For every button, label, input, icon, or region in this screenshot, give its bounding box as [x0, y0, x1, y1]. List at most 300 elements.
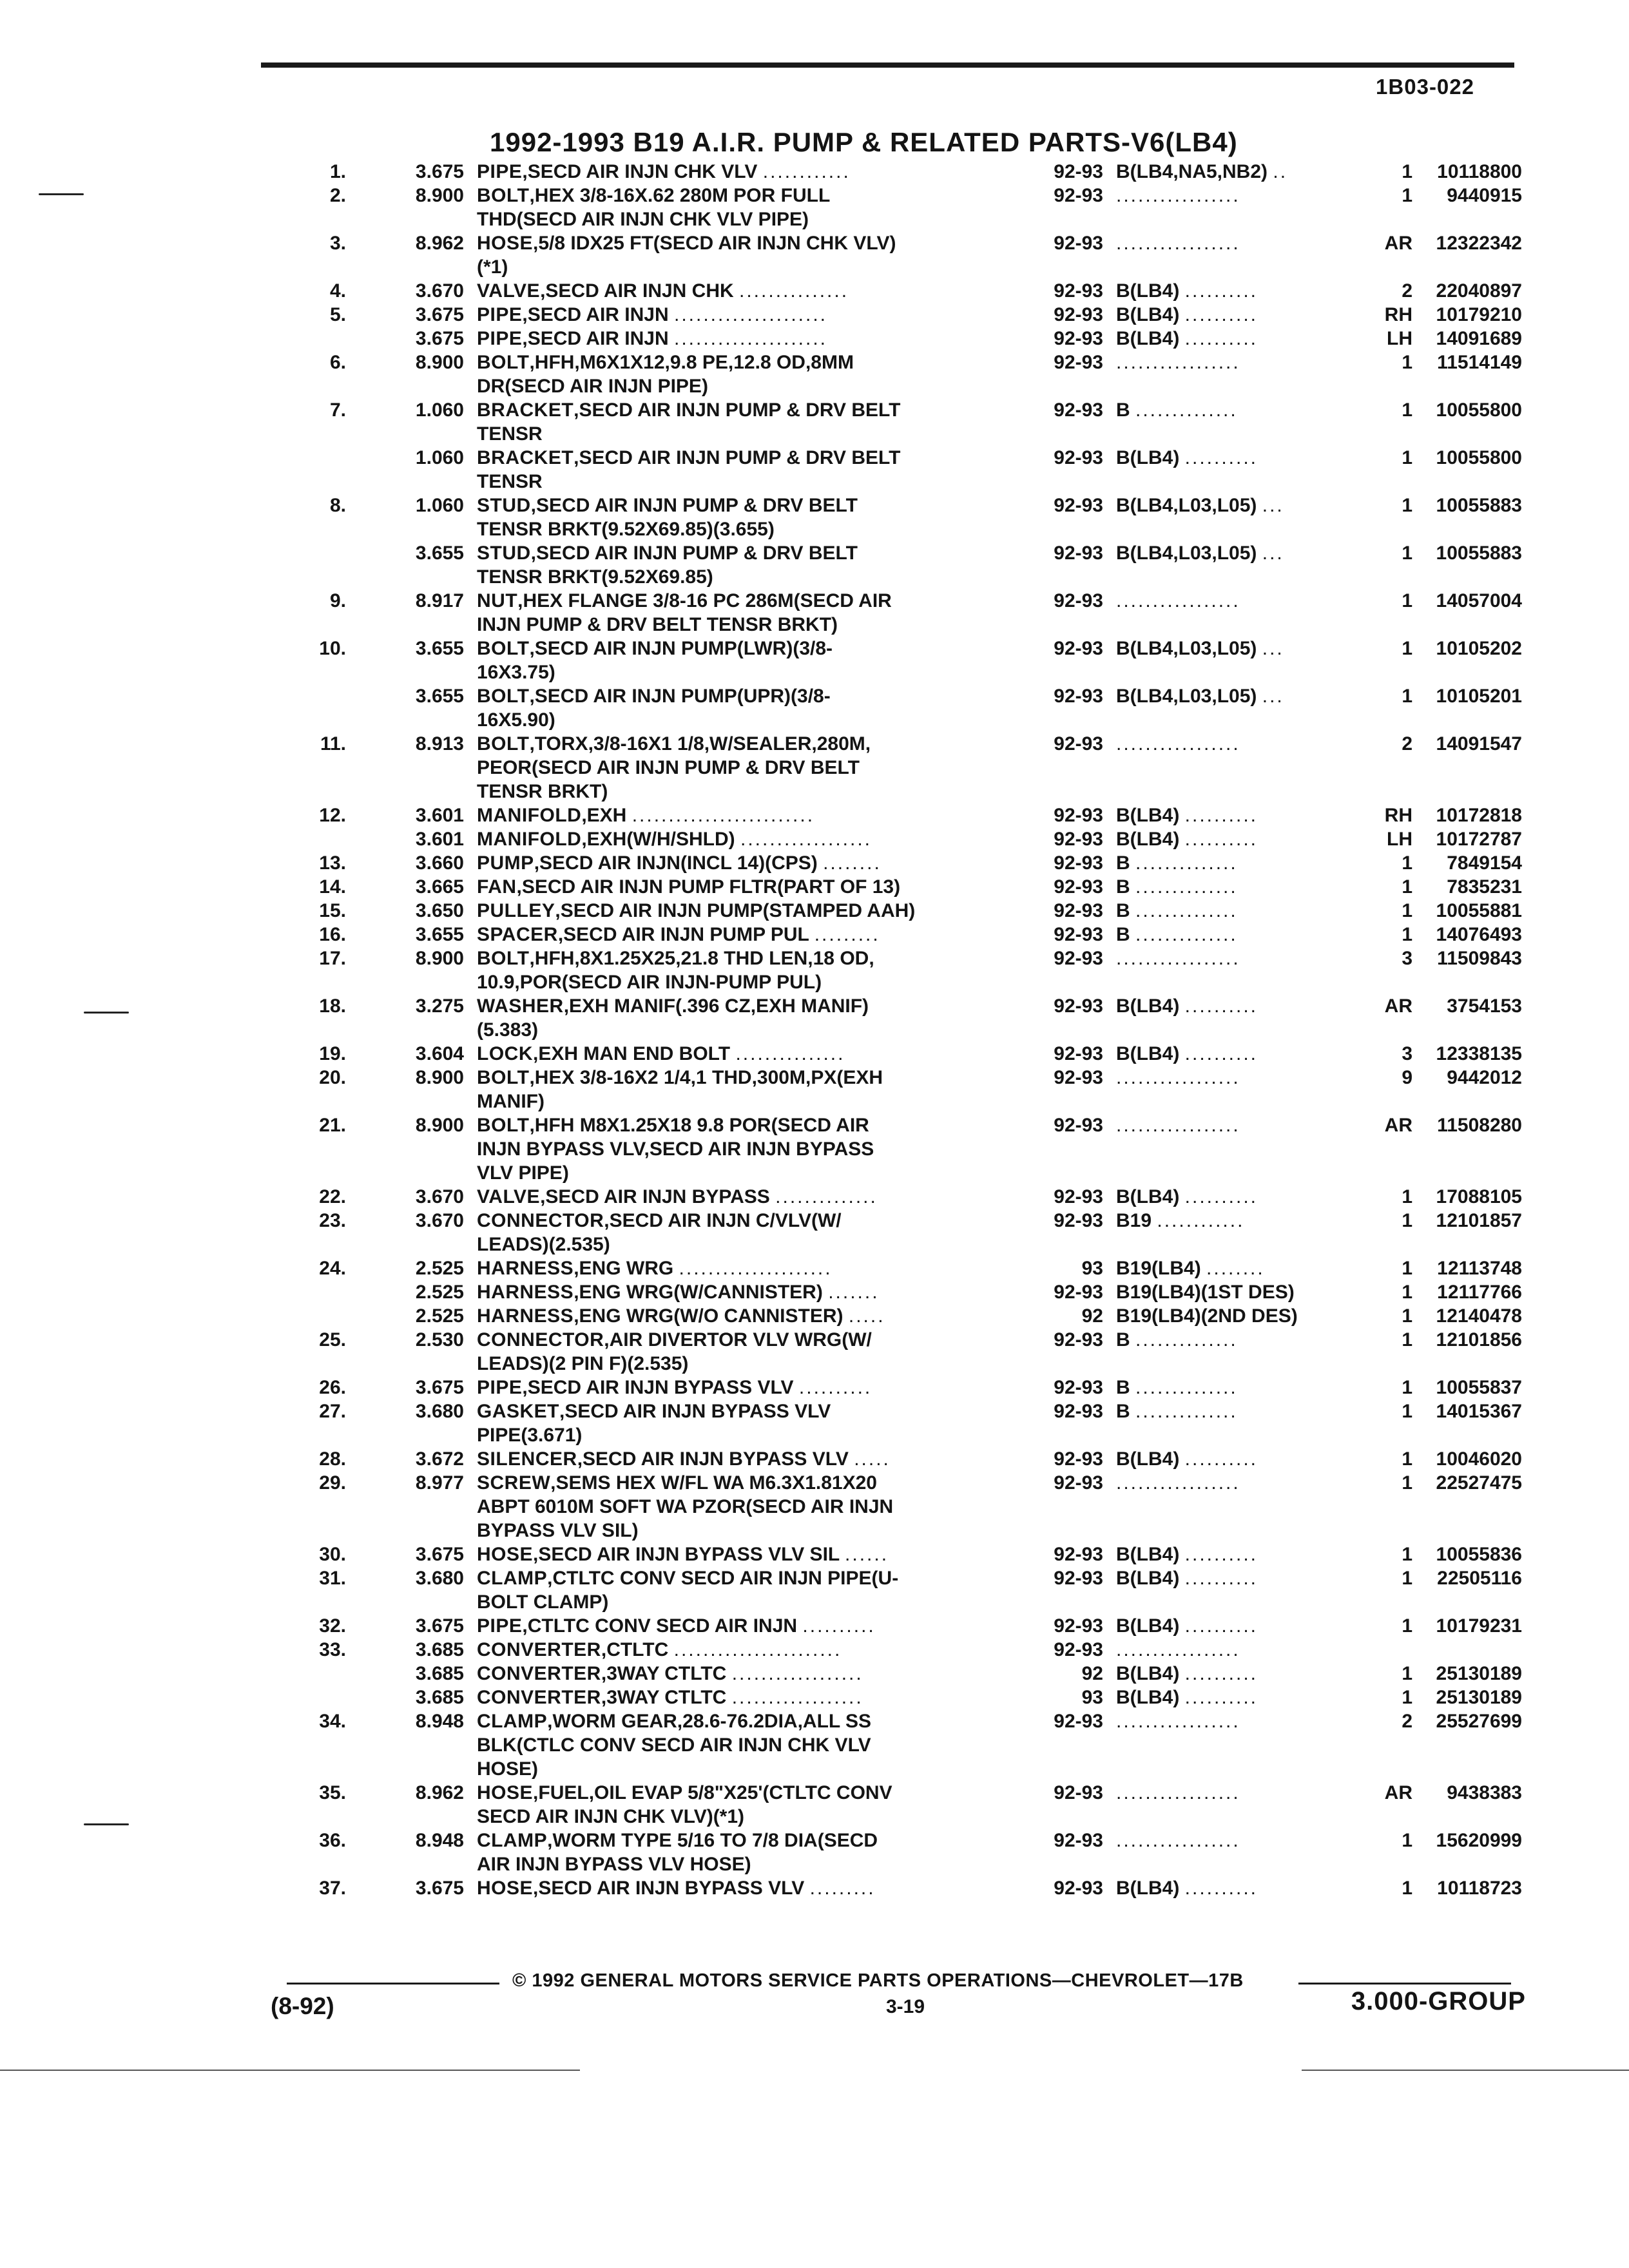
quantity: 1: [1402, 1258, 1412, 1279]
model-years: 92-93: [1054, 328, 1103, 349]
part-number: 9442012: [1447, 1067, 1522, 1088]
model-usage: [1103, 803, 1361, 827]
punch-mark: [84, 1012, 129, 1014]
part-detail: ,EXH MAN END BOLT: [533, 1043, 731, 1064]
page-id: 1B03-022: [1376, 75, 1474, 99]
part-name: HARNESS: [477, 1305, 574, 1327]
punch-mark: [39, 193, 84, 195]
leader-dots: ........: [1206, 1258, 1265, 1279]
part-description: [477, 994, 1019, 1042]
ref-number: 31.: [319, 1568, 346, 1589]
model-years: 92-93: [1054, 1186, 1103, 1207]
part-description: [477, 1781, 1019, 1829]
part-row: [271, 398, 1534, 446]
ref-number: 21.: [319, 1115, 346, 1136]
part-detail: ,HFH M8X1.25X18 9.8 POR(SECD AIR INJN BYPASS VLV,SECD AIR INJN BYPASS VLV PIPE): [477, 1115, 874, 1184]
model-usage: [1103, 875, 1361, 899]
punch-mark: [84, 1823, 129, 1825]
part-row: [271, 1709, 1534, 1781]
leader-dots: ..........: [1184, 1043, 1258, 1064]
part-description: [477, 184, 1019, 231]
quantity: 2: [1402, 733, 1412, 754]
part-detail: ,CTLTC: [601, 1639, 669, 1660]
part-detail: ,HEX 3/8-16X2 1/4,1 THD,300M,PX(EXH MANIF): [477, 1067, 883, 1112]
part-number: 22040897: [1436, 280, 1522, 302]
part-row: [271, 1471, 1534, 1542]
part-row: [271, 827, 1534, 851]
leader-dots: .................: [1116, 1830, 1240, 1851]
model-code: B(LB4): [1116, 1663, 1180, 1684]
part-description: [477, 1042, 1019, 1066]
model-usage: [1103, 398, 1361, 422]
part-name: SILENCER: [477, 1448, 577, 1470]
model-code: B(LB4): [1116, 805, 1180, 826]
leader-dots: ..........: [1184, 1663, 1258, 1684]
quantity: 1: [1402, 1401, 1412, 1422]
catalog-group: 3.685: [415, 1639, 464, 1660]
leader-dots: ..: [1273, 161, 1288, 182]
model-years: 92: [1081, 1663, 1103, 1684]
leader-dots: .....................: [679, 1258, 833, 1279]
catalog-group: 8.948: [415, 1830, 464, 1851]
ref-number: 33.: [319, 1639, 346, 1660]
part-description: [477, 446, 1019, 494]
model-code: B: [1116, 924, 1130, 945]
part-number: 10055883: [1436, 495, 1522, 516]
leader-dots: .................: [1116, 233, 1240, 254]
part-number: 7835231: [1447, 876, 1522, 898]
part-name: CLAMP: [477, 1711, 548, 1732]
part-name: NUT: [477, 590, 518, 611]
ref-number: 19.: [319, 1043, 346, 1064]
catalog-group: 8.900: [415, 185, 464, 206]
model-usage: [1103, 1614, 1361, 1638]
part-description: [477, 398, 1019, 446]
model-code: B(LB4): [1116, 1878, 1180, 1899]
model-years: 92-93: [1054, 185, 1103, 206]
quantity: 1: [1402, 1687, 1412, 1708]
model-usage: [1103, 1829, 1361, 1852]
model-code: B(LB4): [1116, 1687, 1180, 1708]
ref-number: 1.: [329, 161, 346, 182]
part-detail: ,SECD AIR INJN BYPASS VLV PIPE(3.671): [477, 1401, 831, 1446]
part-name: HARNESS: [477, 1282, 574, 1303]
model-years: 92-93: [1054, 1782, 1103, 1803]
part-row: [271, 589, 1534, 637]
part-description: [477, 1447, 1019, 1471]
footer-rule-left: [287, 1983, 499, 1984]
model-code: B(LB4): [1116, 1615, 1180, 1637]
ref-number: 12.: [319, 805, 346, 826]
catalog-group: 3.675: [415, 1377, 464, 1398]
part-number: 10055837: [1436, 1377, 1522, 1398]
part-row: [271, 1614, 1534, 1638]
part-row: [271, 327, 1534, 351]
part-name: BRACKET: [477, 399, 574, 421]
part-name: BOLT: [477, 733, 530, 754]
part-name: PIPE: [477, 304, 523, 325]
part-detail: ,CTLTC CONV SECD AIR INJN PIPE(U- BOLT CLAMP): [477, 1568, 899, 1613]
catalog-group: 8.900: [415, 1115, 464, 1136]
quantity: 1: [1402, 876, 1412, 898]
model-years: 92-93: [1054, 1401, 1103, 1422]
leader-dots: ..................: [740, 829, 872, 850]
catalog-group: 3.275: [415, 995, 464, 1017]
part-description: [477, 1376, 1019, 1399]
part-row: [271, 303, 1534, 327]
catalog-group: 8.917: [415, 590, 464, 611]
leader-dots: ..........: [1184, 829, 1258, 850]
ref-number: 6.: [329, 352, 346, 373]
part-description: [477, 899, 1019, 923]
model-years: 92-93: [1054, 1043, 1103, 1064]
model-usage: [1103, 1066, 1361, 1090]
leader-dots: .......: [828, 1282, 880, 1303]
part-number: 10046020: [1436, 1448, 1522, 1470]
part-description: [477, 231, 1019, 279]
part-name: CONNECTOR: [477, 1329, 604, 1350]
model-years: 92-93: [1054, 1615, 1103, 1637]
model-years: 92-93: [1054, 876, 1103, 898]
part-detail: ,SECD AIR INJN BYPASS VLV: [577, 1448, 849, 1470]
leader-dots: .................: [1116, 1472, 1240, 1494]
part-detail: ,TORX,3/8-16X1 1/8,W/SEALER,280M, PEOR(SECD AIR INJN PUMP & DRV BELT TENSR BRKT): [477, 733, 871, 802]
model-usage: [1103, 1662, 1361, 1686]
part-number: 14091689: [1436, 328, 1522, 349]
catalog-group: 3.672: [415, 1448, 464, 1470]
model-years: 92-93: [1054, 1711, 1103, 1732]
part-row: [271, 1638, 1534, 1662]
catalog-group: 3.655: [415, 638, 464, 659]
ref-number: 35.: [319, 1782, 346, 1803]
part-detail: ,SECD AIR INJN PUMP(UPR)(3/8- 16X5.90): [477, 686, 831, 731]
part-row: [271, 1328, 1534, 1376]
ref-number: 25.: [319, 1329, 346, 1350]
quantity: RH: [1384, 304, 1412, 325]
footer-rule-right: [1298, 1983, 1511, 1984]
leader-dots: ..............: [775, 1186, 878, 1207]
model-years: 92-93: [1054, 352, 1103, 373]
leader-dots: ...: [1262, 638, 1284, 659]
model-usage: [1103, 1566, 1361, 1590]
model-usage: [1103, 1304, 1361, 1328]
part-description: [477, 923, 1019, 947]
catalog-group: 3.670: [415, 1210, 464, 1231]
model-years: 92-93: [1054, 686, 1103, 707]
quantity: 3: [1402, 948, 1412, 969]
part-row: [271, 947, 1534, 994]
model-code: B(LB4,L03,L05): [1116, 543, 1257, 564]
quantity: 9: [1402, 1067, 1412, 1088]
part-number: 22527475: [1436, 1472, 1522, 1494]
part-description: [477, 1256, 1019, 1280]
part-description: [477, 1399, 1019, 1447]
catalog-group: 2.530: [415, 1329, 464, 1350]
ref-number: 3.: [329, 233, 346, 254]
part-row: [271, 732, 1534, 803]
part-name: PIPE: [477, 161, 523, 182]
catalog-group: 3.675: [415, 304, 464, 325]
model-usage: [1103, 1686, 1361, 1709]
model-usage: [1103, 184, 1361, 207]
part-description: [477, 1566, 1019, 1614]
model-code: B(LB4): [1116, 829, 1180, 850]
model-code: B19(LB4): [1116, 1258, 1201, 1279]
part-name: HOSE: [477, 1878, 534, 1899]
ref-number: 18.: [319, 995, 346, 1017]
part-number: 14057004: [1436, 590, 1522, 611]
part-description: [477, 1638, 1019, 1662]
part-name: BOLT: [477, 1067, 530, 1088]
model-years: 92-93: [1054, 1830, 1103, 1851]
part-name: CLAMP: [477, 1830, 548, 1851]
part-description: [477, 327, 1019, 351]
part-name: WASHER: [477, 995, 564, 1017]
quantity: 1: [1402, 495, 1412, 516]
leader-dots: .................: [1116, 1115, 1240, 1136]
model-usage: [1103, 541, 1361, 565]
ref-number: 28.: [319, 1448, 346, 1470]
part-number: 10105202: [1436, 638, 1522, 659]
model-years: 92-93: [1054, 805, 1103, 826]
part-row: [271, 231, 1534, 279]
model-years: 92-93: [1054, 280, 1103, 302]
leader-dots: ...............: [735, 1043, 845, 1064]
part-description: [477, 1280, 1019, 1304]
leader-dots: ..........: [1184, 1568, 1258, 1589]
model-usage: [1103, 1042, 1361, 1066]
part-name: CONVERTER: [477, 1663, 601, 1684]
part-description: [477, 1876, 1019, 1900]
part-row: [271, 1042, 1534, 1066]
part-detail: ,EXH: [581, 805, 627, 826]
part-row: [271, 279, 1534, 303]
ref-number: 10.: [319, 638, 346, 659]
leader-dots: ..........: [1184, 1687, 1258, 1708]
part-row: [271, 637, 1534, 684]
leader-dots: ..........: [1184, 280, 1258, 302]
catalog-group: 3.685: [415, 1687, 464, 1708]
catalog-group: 8.977: [415, 1472, 464, 1494]
part-name: SCREW: [477, 1472, 551, 1494]
quantity: LH: [1387, 328, 1412, 349]
part-description: [477, 1304, 1019, 1328]
part-detail: ,HEX FLANGE 3/8-16 PC 286M(SECD AIR INJN PUMP & DRV BELT TENSR BRKT): [477, 590, 892, 635]
catalog-group: 3.680: [415, 1568, 464, 1589]
leader-dots: ............: [1157, 1210, 1245, 1231]
quantity: 1: [1402, 686, 1412, 707]
part-description: [477, 1542, 1019, 1566]
part-number: 10118723: [1437, 1878, 1522, 1899]
model-code: B(LB4): [1116, 1186, 1180, 1207]
ref-number: 27.: [319, 1401, 346, 1422]
catalog-group: 3.685: [415, 1663, 464, 1684]
date-code: (8-92): [271, 1993, 334, 2019]
ref-number: 20.: [319, 1067, 346, 1088]
catalog-group: 3.675: [415, 1878, 464, 1899]
model-usage: [1103, 1876, 1361, 1900]
model-usage: [1103, 1209, 1361, 1233]
part-detail: ,SECD AIR INJN CHK: [540, 280, 734, 302]
part-row: [271, 875, 1534, 899]
model-years: 93: [1081, 1258, 1103, 1279]
part-row: [271, 1447, 1534, 1471]
part-description: [477, 303, 1019, 327]
part-row: [271, 184, 1534, 231]
part-row: [271, 1566, 1534, 1614]
part-detail: ,WORM TYPE 5/16 TO 7/8 DIA(SECD AIR INJN BYPASS VLV HOSE): [477, 1830, 878, 1875]
leader-dots: ..........: [1184, 1448, 1258, 1470]
part-name: CONNECTOR: [477, 1210, 604, 1231]
quantity: 1: [1402, 399, 1412, 421]
catalog-group: 3.655: [415, 924, 464, 945]
part-detail: ,3WAY CTLTC: [601, 1687, 727, 1708]
leader-dots: ..................: [731, 1687, 863, 1708]
part-description: [477, 803, 1019, 827]
ref-number: 34.: [319, 1711, 346, 1732]
part-row: [271, 1066, 1534, 1113]
part-description: [477, 637, 1019, 684]
model-years: 92-93: [1054, 1115, 1103, 1136]
model-usage: [1103, 351, 1361, 374]
model-years: 92-93: [1054, 1568, 1103, 1589]
part-detail: ,CTLTC CONV SECD AIR INJN: [522, 1615, 798, 1637]
part-name: PUMP: [477, 852, 534, 874]
ref-number: 23.: [319, 1210, 346, 1231]
model-usage: [1103, 303, 1361, 327]
part-row: [271, 1781, 1534, 1829]
part-description: [477, 351, 1019, 398]
leader-dots: ........: [823, 852, 882, 874]
header-rule: [261, 62, 1514, 68]
leader-dots: .........: [809, 1878, 876, 1899]
catalog-group: 8.900: [415, 1067, 464, 1088]
part-detail: ,SECD AIR INJN C/VLV(W/ LEADS)(2.535): [477, 1210, 842, 1255]
part-description: [477, 160, 1019, 184]
page-number: 3-19: [886, 1996, 925, 2017]
quantity: 1: [1402, 1544, 1412, 1565]
model-years: 92-93: [1054, 161, 1103, 182]
part-name: VALVE: [477, 280, 541, 302]
model-usage: [1103, 684, 1361, 708]
ref-number: 14.: [319, 876, 346, 898]
catalog-group: 8.962: [415, 233, 464, 254]
leader-dots: .....................: [673, 304, 828, 325]
page-title: 1992-1993 B19 A.I.R. PUMP & RELATED PARTS-V6(LB4): [490, 127, 1238, 157]
model-code: B: [1116, 876, 1130, 898]
part-detail: ,SECD AIR INJN PUMP(LWR)(3/8- 16X3.75): [477, 638, 833, 683]
part-row: [271, 446, 1534, 494]
model-years: 93: [1081, 1687, 1103, 1708]
part-description: [477, 1185, 1019, 1209]
model-code: B: [1116, 1377, 1130, 1398]
part-detail: ,3WAY CTLTC: [601, 1663, 727, 1684]
part-row: [271, 160, 1534, 184]
model-usage: [1103, 732, 1361, 756]
model-usage: [1103, 1185, 1361, 1209]
model-usage: [1103, 1447, 1361, 1471]
part-number: 10172818: [1436, 805, 1522, 826]
model-usage: [1103, 899, 1361, 923]
model-usage: [1103, 923, 1361, 947]
leader-dots: ..............: [1135, 900, 1238, 921]
quantity: 1: [1402, 1472, 1412, 1494]
ref-number: 26.: [319, 1377, 346, 1398]
catalog-group: 3.670: [415, 1186, 464, 1207]
part-description: [477, 1066, 1019, 1113]
leader-dots: ..........: [1184, 328, 1258, 349]
ref-number: 2.: [329, 185, 346, 206]
model-years: 92-93: [1054, 1282, 1103, 1303]
ref-number: 36.: [319, 1830, 346, 1851]
model-code: B19(LB4)(2ND DES): [1116, 1305, 1298, 1327]
part-description: [477, 1113, 1019, 1185]
ref-number: 7.: [329, 399, 346, 421]
model-usage: [1103, 1399, 1361, 1423]
model-code: B19: [1116, 1210, 1152, 1231]
model-years: 92-93: [1054, 399, 1103, 421]
catalog-group: 3.670: [415, 280, 464, 302]
quantity: 1: [1402, 1329, 1412, 1350]
part-row: [271, 994, 1534, 1042]
model-years: 92-93: [1054, 829, 1103, 850]
leader-dots: .......................: [673, 1639, 842, 1660]
part-detail: ,HEX 3/8-16X.62 280M POR FULL THD(SECD AIR INJN CHK VLV PIPE): [477, 185, 831, 230]
model-code: B(LB4,L03,L05): [1116, 638, 1257, 659]
catalog-group: 3.601: [415, 829, 464, 850]
ref-number: 16.: [319, 924, 346, 945]
quantity: 1: [1402, 1282, 1412, 1303]
part-name: MANIFOLD: [477, 829, 582, 850]
model-usage: [1103, 1328, 1361, 1352]
model-usage: [1103, 446, 1361, 470]
model-usage: [1103, 494, 1361, 517]
quantity: 1: [1402, 1663, 1412, 1684]
part-detail: ,SECD AIR INJN PUMP & DRV BELT TENSR BRKT(9.52X69.85)(3.655): [477, 495, 858, 540]
part-name: LOCK: [477, 1043, 533, 1064]
part-name: HARNESS: [477, 1258, 574, 1279]
ref-number: 11.: [320, 733, 346, 754]
leader-dots: .................: [1116, 733, 1240, 754]
part-name: HOSE: [477, 233, 534, 254]
model-years: 92-93: [1054, 924, 1103, 945]
part-row: [271, 684, 1534, 732]
catalog-group: 8.900: [415, 948, 464, 969]
part-detail: ,ENG WRG(W/CANNISTER): [574, 1282, 823, 1303]
catalog-group: 8.962: [415, 1782, 464, 1803]
part-number: 10118800: [1437, 161, 1522, 182]
model-code: B: [1116, 852, 1130, 874]
part-number: 11514149: [1437, 352, 1522, 373]
part-name: BOLT: [477, 352, 530, 373]
part-number: 7849154: [1447, 852, 1522, 874]
model-years: 92: [1081, 1305, 1103, 1327]
part-description: [477, 1209, 1019, 1256]
leader-dots: ..........: [1184, 805, 1258, 826]
part-name: BOLT: [477, 948, 530, 969]
part-number: 25130189: [1436, 1663, 1522, 1684]
part-detail: ,SECD AIR INJN PUMP(STAMPED AAH): [555, 900, 916, 921]
part-name: HOSE: [477, 1782, 534, 1803]
quantity: AR: [1384, 1115, 1412, 1136]
leader-dots: ...: [1262, 686, 1284, 707]
part-row: [271, 1304, 1534, 1328]
quantity: 1: [1402, 638, 1412, 659]
catalog-group: 3.675: [415, 328, 464, 349]
leader-dots: ..............: [1135, 399, 1238, 421]
model-code: B(LB4): [1116, 447, 1180, 468]
model-years: 92-93: [1054, 852, 1103, 874]
